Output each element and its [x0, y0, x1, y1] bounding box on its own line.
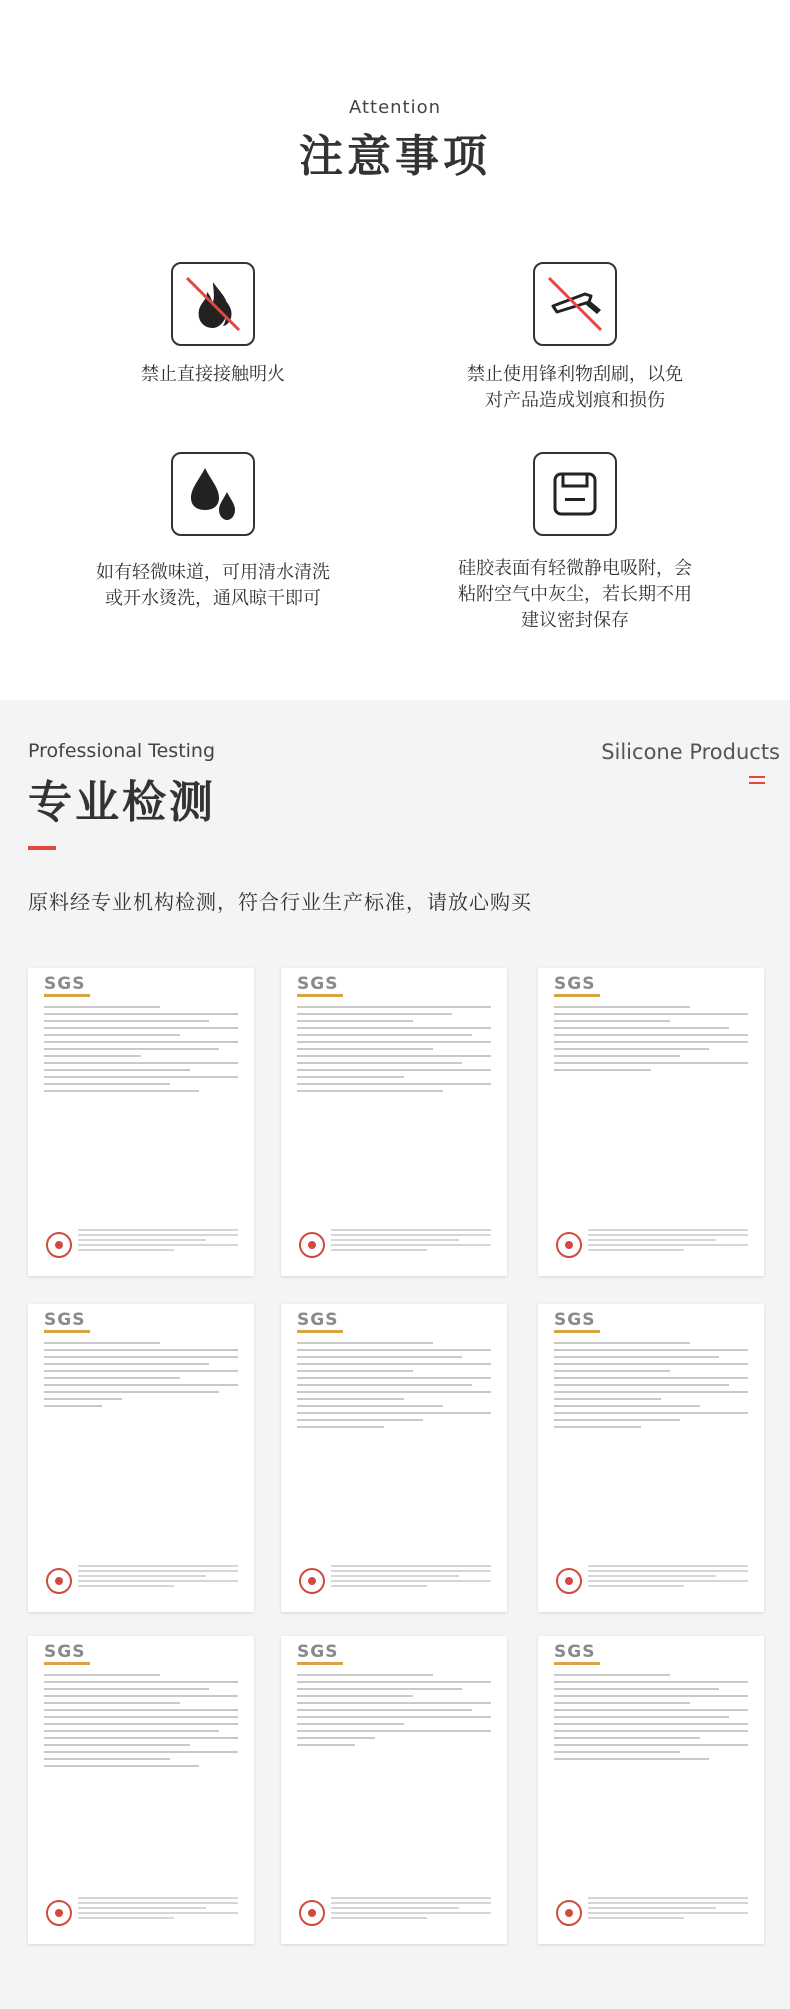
sgs-logo: SGS: [554, 1642, 596, 1662]
certificate-card[interactable]: [28, 1304, 254, 1612]
tip-storage-text: 硅胶表面有轻微静电吸附，会粘附空气中灰尘，若长期不用建议密封保存: [458, 558, 692, 631]
stamp-icon: [556, 1568, 582, 1594]
certificate-card[interactable]: [28, 1636, 254, 1944]
testing-title-en: Professional Testing: [28, 740, 216, 762]
testing-description: 原料经专业机构检测，符合行业生产标准，请放心购买: [28, 890, 532, 914]
menu-icon[interactable]: [749, 776, 765, 788]
title-underline: [28, 846, 56, 850]
certificate-card[interactable]: [281, 1636, 507, 1944]
water-drops-icon: [171, 452, 255, 536]
certificate-card[interactable]: [281, 1304, 507, 1612]
stamp-icon: [556, 1232, 582, 1258]
sgs-logo: SGS: [554, 974, 596, 994]
tip-water-text: 如有轻微味道，可用清水清洗或开水烫洗，通风晾干即可: [96, 562, 330, 609]
certificate-card[interactable]: [538, 1304, 764, 1612]
sgs-logo: SGS: [44, 974, 86, 994]
stamp-icon: [299, 1900, 325, 1926]
sgs-logo: SGS: [44, 1642, 86, 1662]
attention-title-en: Attention: [348, 97, 442, 118]
no-fire-icon: [171, 262, 255, 346]
sgs-logo: SGS: [297, 1310, 339, 1330]
testing-title-cn: 专业检测: [28, 777, 216, 828]
sgs-logo: SGS: [297, 1642, 339, 1662]
stamp-icon: [556, 1900, 582, 1926]
sgs-logo: SGS: [44, 1310, 86, 1330]
attention-title-cn: 注意事项: [299, 131, 491, 182]
tip-no-fire-text: 禁止直接接触明火: [141, 364, 285, 385]
tip-no-knife-text: 禁止使用锋利物刮刷，以免对产品造成划痕和损伤: [467, 364, 683, 411]
sgs-logo: SGS: [297, 974, 339, 994]
side-title-en: Silicone Products: [601, 740, 780, 764]
certificate-card[interactable]: [281, 968, 507, 1276]
certificate-card[interactable]: [538, 1636, 764, 1944]
sealed-storage-icon: [533, 452, 617, 536]
certificate-card[interactable]: [538, 968, 764, 1276]
stamp-icon: [46, 1232, 72, 1258]
stamp-icon: [299, 1568, 325, 1594]
stamp-icon: [299, 1232, 325, 1258]
stamp-icon: [46, 1900, 72, 1926]
certificate-card[interactable]: [28, 968, 254, 1276]
attention-section: [0, 0, 790, 700]
no-knife-icon: [533, 262, 617, 346]
stamp-icon: [46, 1568, 72, 1594]
sgs-logo: SGS: [554, 1310, 596, 1330]
